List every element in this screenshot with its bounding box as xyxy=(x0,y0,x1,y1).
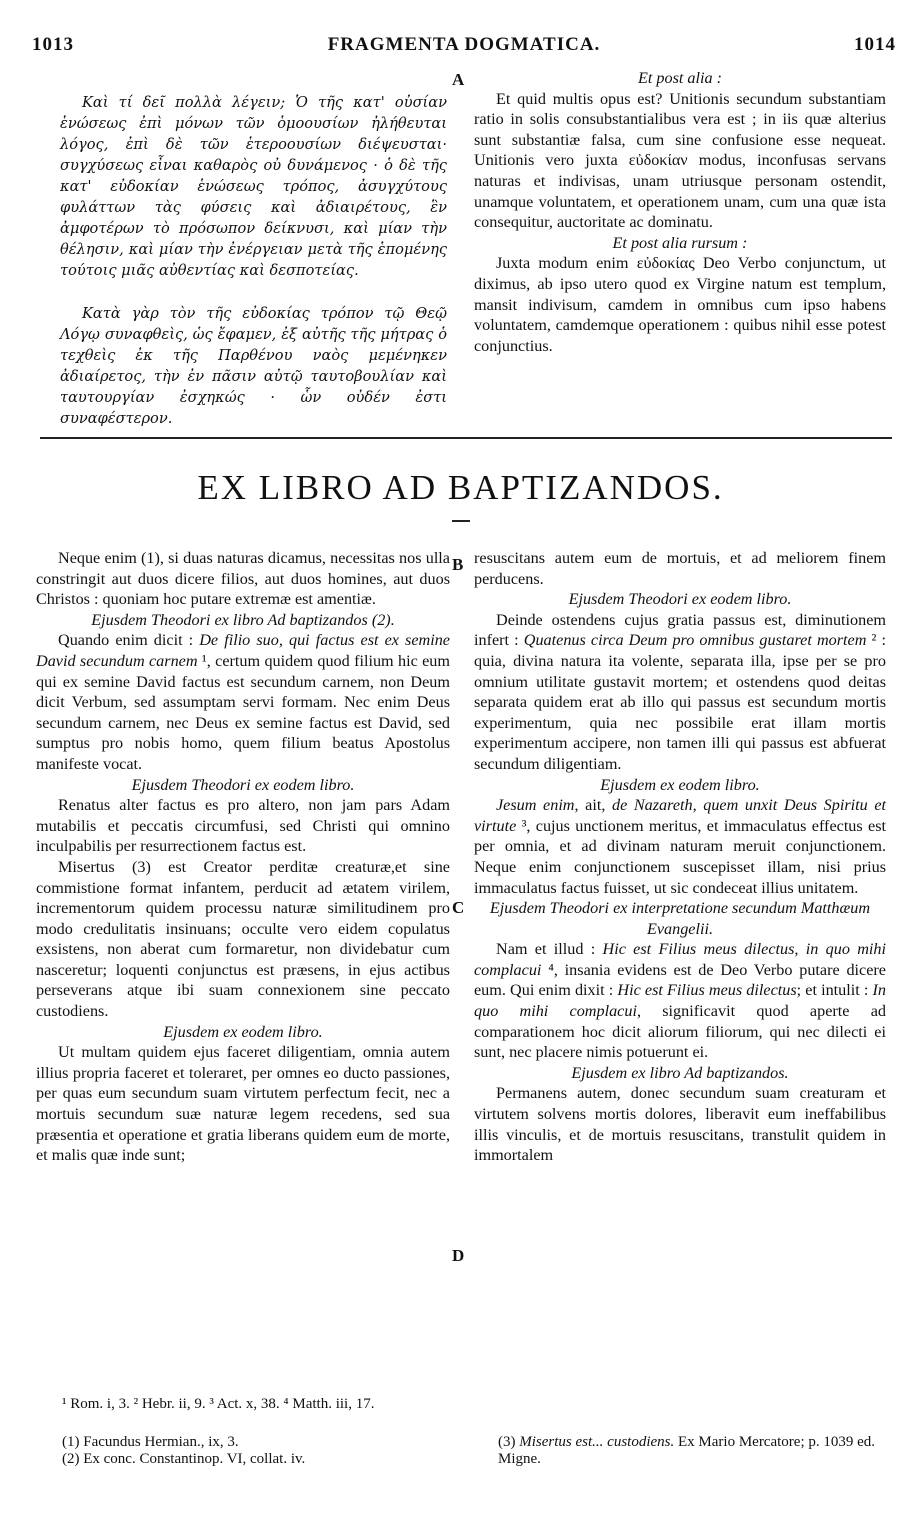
footnote-2: (2) Ex conc. Constantinop. VI, collat. iv. xyxy=(62,1451,306,1467)
title-dash xyxy=(452,520,470,522)
page-number-right: 1014 xyxy=(854,34,896,55)
heading-et-post-alia: Et post alia : xyxy=(637,69,723,87)
text: ³, cujus unctionem meritus, et immaculatus effectus est per omnia, et ad divinam naturam meruit conjunctionem. Neque enim conjunctionem suscepisset illam, nisi prius immaculatus factus fuisset, ut sic condeceat illius unitatem. xyxy=(474,816,886,897)
latin-translation-column xyxy=(474,68,886,356)
greek-paragraph-2: Κατὰ γὰρ τὸν τῆς εὐδοκίας τρόπον τῷ Θεῷ Λόγῳ συναφθεὶς, ὡς ἔφαμεν, ἐξ αὐτῆς τῆς μήτρας ὁ τεχθεὶς ἐκ τῆς Παρθένου ναὸς μεμένηκεν ἀδιαίρετος, τὴν ἐν πᾶσιν αὐτῷ ταυτοβουλίαν καὶ ταυτουργίαν ἐσχηκώς · ὧν οὐδέν ἐστι συναφέστερον. xyxy=(60,305,447,427)
margin-marker-c: C xyxy=(452,898,465,917)
left-paragraph-1: Neque enim (1), si duas naturas dicamus, necessitas nos ulla constringit aut duos dicere filios, aut duos homines, aut duos Christos : quoniam hoc putare extremæ est amentiæ. xyxy=(36,549,450,609)
right-paragraph-4: Permanens autem, donec secundum suam creaturam et virtutem solvens mortis dolores, liberavit eum ineffabilibus illis vinculis, et de mortuis resuscitans, transtulit quidem in immortalem xyxy=(474,1084,886,1165)
greek-paragraph-1: Καὶ τί δεῖ πολλὰ λέγειν; Ὁ τῆς κατ' οὐσίαν ἑνώσεως ἐπὶ μόνων τῶν ὁμοουσίων ἠλήθευται λόγος, ἐπὶ δὲ τῶν ἑτεροουσίων διέψευσται· συγχύσεως εἶναι καθαρὸς οὐ δυνάμενος · ὁ δὲ τῆς κατ' εὐδοκίαν ἑνώσεως τρόπος, ἀσυγχύτους φυλάττων τὰς φύσεις καὶ ἀδιαιρέτους, ἓν ἀμφοτέρων τὸ πρόσωπον δείκνυσι, καὶ μίαν τὴν θέλησιν, καὶ μίαν τὴν ἐνέργειαν μετὰ τῆς ἑπομένης τούτοις μιᾶς αὐθεντίας καὶ δεσποτείας. xyxy=(60,94,447,279)
footnote-quote: Misertus est... custodiens. xyxy=(519,1434,675,1450)
right-paragraph-1 xyxy=(474,610,886,775)
text: , ait, xyxy=(574,796,612,815)
right-heading-2: Ejusdem ex eodem libro. xyxy=(600,775,760,794)
text: ² : quia, divina natura ita volente, separata illa, ipse per se pro omnium utilitate gustavit mortem; et ostendens quod deitas separata quidem erat ab illo qui passus est secundum mortis experimentum, quia nec possibile erat illam mortis experimentum accipere, non tamen illi qui passus est abfuerat secundum diligentiam. xyxy=(474,631,886,773)
running-header xyxy=(32,34,896,56)
right-heading-3: Ejusdem Theodori ex interpretatione secundum Matthæum Evangelii. xyxy=(489,899,871,938)
left-paragraph-3: Renatus alter factus es pro altero, non jam pars Adam mutabilis et peccatis circumfusi, sed Christi qui omnino inculpabilis per resurrectionem factus est. xyxy=(36,796,450,856)
footnote-1: (1) Facundus Hermian., ix, 3. xyxy=(62,1434,239,1450)
scripture-quote: Hic est Filius meus dilectus, in quo mihi complacui xyxy=(474,940,886,979)
left-heading-1: Ejusdem Theodori ex libro Ad baptizandos (2). xyxy=(91,610,395,629)
text: Nam et illud : xyxy=(496,940,603,959)
right-heading-1: Ejusdem Theodori ex eodem libro. xyxy=(568,590,792,609)
section-divider xyxy=(40,437,892,439)
scripture-quote: De filio suo, qui factus est ex semine David secundum carnem xyxy=(36,631,450,670)
latin-paragraph-1: Et quid multis opus est? Unitionis secundum substantiam ratio in solis consubstantialibus vera est ; in iis quæ alterius sunt substantiæ falsa, cum sine confusione esse nequeat. Unitionis vero juxta εὐδοκίαν modus, inconfusas servans naturas et indivisas, unam utriusque personam ostendit, unamque voluntatem, et operationem unam, cum una quæ ista consequitur, auctoritate ac dominatu. xyxy=(474,89,886,232)
page-number-left: 1013 xyxy=(32,34,74,55)
scripture-quote: de Nazareth, quem unxit Deus Spiritu et virtute xyxy=(474,796,887,835)
left-column xyxy=(36,548,450,1166)
latin-paragraph-2: Juxta modum enim εὐδοκίας Deo Verbo conjunctum, ut diximus, ab ipso utero quod ex Virgine natum est templum, mansit indivisum, camdem in omnibus cum ipso habens voluntatem, camdemque operationem : quibus nihil esse potest conjunctius. xyxy=(474,254,886,355)
greek-column xyxy=(60,92,447,429)
right-paragraph-3 xyxy=(474,939,886,1063)
scripture-quote: In quo mihi complacui xyxy=(474,981,887,1021)
right-heading-4: Ejusdem ex libro Ad baptizandos. xyxy=(571,1063,789,1082)
scripture-quote: Jesum enim xyxy=(496,796,575,815)
right-paragraph-2 xyxy=(474,795,886,898)
running-title: FRAGMENTA DOGMATICA. xyxy=(327,34,601,55)
scripture-references: ¹ Rom. i, 3. ² Hebr. ii, 9. ³ Act. x, 38. ⁴ Matth. iii, 17. xyxy=(62,1396,375,1412)
scripture-quote: Hic est Filius meus dilectus xyxy=(617,981,797,1000)
section-title: EX LIBRO AD BAPTIZANDOS. xyxy=(197,468,724,507)
heading-et-post-alia-rursum: Et post alia rursum : xyxy=(612,233,748,252)
left-heading-2: Ejusdem Theodori ex eodem libro. xyxy=(131,775,355,794)
scripture-quote: Quatenus circa Deum pro omnibus gustaret mortem xyxy=(523,631,867,650)
left-paragraph-4: Misertus (3) est Creator perditæ creaturæ,et sine commistione format infantem, perducit ad ætatem virilem, incrementorum quidem processu naturæ similitudinem pro modo credulitatis insinuans; occulte vero eidem copulatus exsistens, non aberat cum formaretur, non dividebatur cum nasceretur; loquenti conjunctus est præsens, in ejus actibus perseverans atque ibi suam connexionem sine peccato custodiens. xyxy=(36,857,450,1021)
left-paragraph-2 xyxy=(36,630,450,774)
margin-marker-a: A xyxy=(452,70,465,89)
text: Ex Mario Mercatore; p. 1039 ed. Migne. xyxy=(498,1434,876,1467)
text: , significavit quod aperte ad comparationem hoc dicit aliorum filiorum, qui nec dilecti ei sunt, nec placere nimis potuerunt ei. xyxy=(474,1002,886,1062)
left-paragraph-5: Ut multam quidem ejus faceret diligentiam, omnia autem illius propria faceret et toleraret, per omnes eo ducto passiones, per quas eum secundum suam virtutem perfectum fecit, nec a mortuis secundum suæ naturæ legem recedens, sed sua præsentia et operatione et gratia liberans quidem eum de morte, et malis quæ inde sunt; xyxy=(36,1043,450,1165)
text: Quando enim dicit : xyxy=(58,631,200,650)
right-paragraph-0: resuscitans autem eum de mortuis, et ad meliorem finem perducens. xyxy=(474,549,886,588)
footnote-3 xyxy=(498,1434,890,1468)
margin-marker-b: B xyxy=(452,555,464,574)
text: ¹, certum quidem quod filium hic eum qui ex semine David factus est secundum carnem, non Deum dicit Verbum, sed assumptam servi formam. Nec enim Deus secundum carnem, nec Deus ex semine factus est David, sed sumptus pro nobis homo, quem filium beatus Apostolus manifeste vocat. xyxy=(36,651,450,773)
left-heading-3: Ejusdem ex eodem libro. xyxy=(163,1022,323,1041)
right-column xyxy=(474,548,886,1166)
text: (3) xyxy=(498,1434,520,1450)
text: ; et intulit : xyxy=(796,981,873,1000)
margin-marker-d: D xyxy=(452,1246,465,1265)
text: Deinde ostendens cujus gratia passus est, diminutionem infert : xyxy=(474,610,886,650)
text: ⁴, insania evidens est de Deo Verbo putare dicere eum. Qui enim dixit : xyxy=(474,960,886,1000)
